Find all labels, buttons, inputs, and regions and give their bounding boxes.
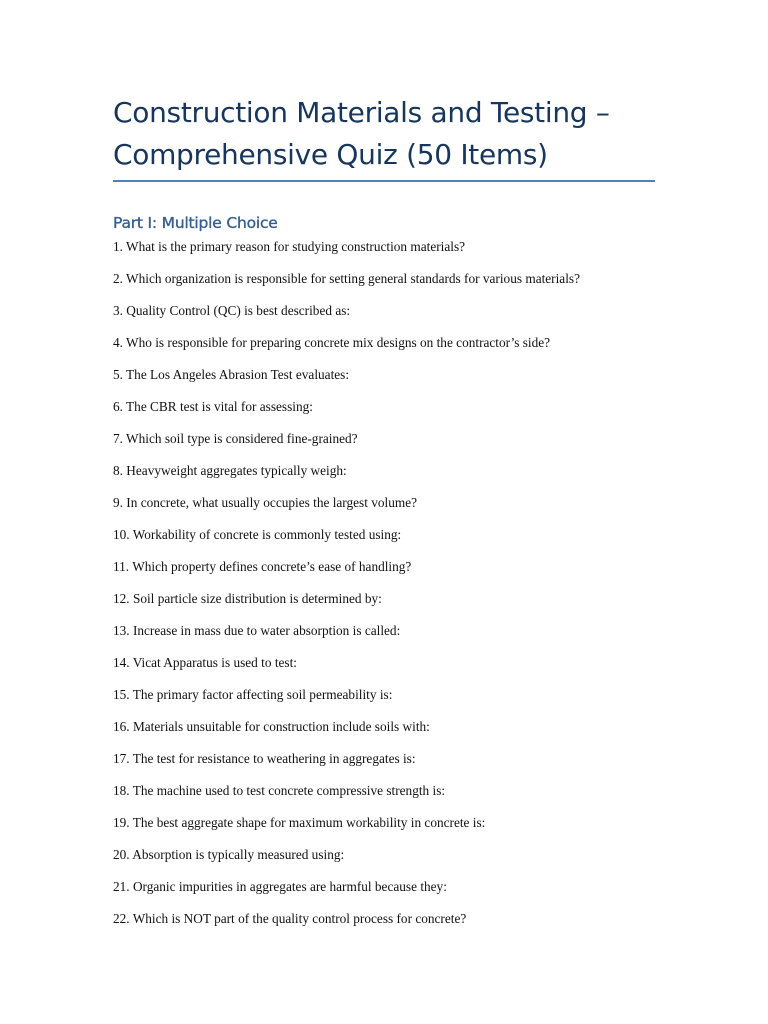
question-item: 6. The CBR test is vital for assessing: — [113, 399, 313, 414]
question-item: 2. Which organization is responsible for setting general standards for various materials? — [113, 271, 580, 286]
question-item: 1. What is the primary reason for studying construction materials? — [113, 239, 466, 254]
question-item: 21. Organic impurities in aggregates are harmful because they: — [113, 879, 447, 894]
question-item: 10. Workability of concrete is commonly tested using: — [113, 527, 402, 542]
question-item: 7. Which soil type is considered fine-grained? — [113, 431, 358, 446]
section-heading: Part I: Multiple Choice — [113, 214, 278, 232]
document-title: Construction Materials and Testing – Comprehensive Quiz (50 Items) — [113, 96, 610, 171]
question-item: 22. Which is NOT part of the quality control process for concrete? — [113, 911, 467, 926]
title-underline-divider — [113, 180, 655, 182]
question-item: 8. Heavyweight aggregates typically weigh: — [113, 463, 347, 478]
question-list — [113, 237, 673, 941]
question-item: 11. Which property defines concrete’s ease of handling? — [113, 559, 412, 574]
question-item: 19. The best aggregate shape for maximum workability in concrete is: — [113, 815, 486, 830]
question-item: 9. In concrete, what usually occupies the largest volume? — [113, 495, 418, 510]
question-item: 18. The machine used to test concrete compressive strength is: — [113, 783, 446, 798]
question-item: 16. Materials unsuitable for construction include soils with: — [113, 719, 430, 734]
question-item: 13. Increase in mass due to water absorption is called: — [113, 623, 401, 638]
question-item: 14. Vicat Apparatus is used to test: — [113, 655, 297, 670]
question-item: 4. Who is responsible for preparing concrete mix designs on the contractor’s side? — [113, 335, 551, 350]
question-item: 3. Quality Control (QC) is best described as: — [113, 303, 351, 318]
question-item: 20. Absorption is typically measured using: — [113, 847, 345, 862]
question-item: 12. Soil particle size distribution is determined by: — [113, 591, 382, 606]
question-item: 17. The test for resistance to weathering in aggregates is: — [113, 751, 416, 766]
question-item: 5. The Los Angeles Abrasion Test evaluates: — [113, 367, 350, 382]
question-item: 15. The primary factor affecting soil permeability is: — [113, 687, 393, 702]
